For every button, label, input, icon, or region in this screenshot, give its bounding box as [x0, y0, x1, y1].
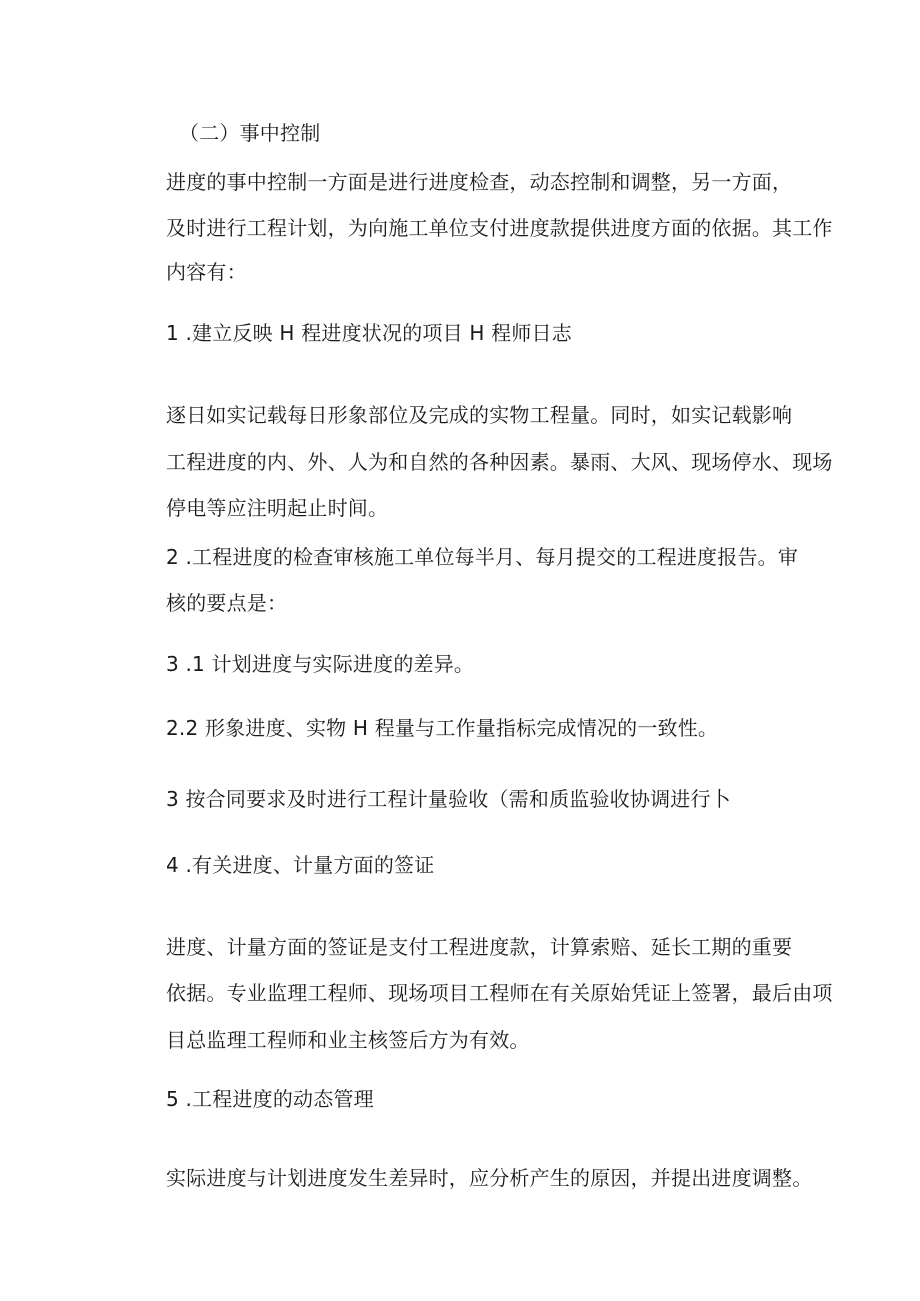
item4-title: 4 .有关进度、计量方面的签证 — [166, 853, 435, 877]
section-heading: （二）事中控制 — [179, 121, 321, 145]
item1-body-line-2: 工程进度的内、外、人为和自然的各种因素。暴雨、大风、现场停水、现场 — [166, 450, 833, 474]
item3: 3 按合同要求及时进行工程计量验收（需和质监验收协调进行卜 — [166, 787, 731, 811]
item1-title: 1 .建立反映 H 程进度状况的项目 H 程师日志 — [166, 321, 572, 345]
intro-line-2: 及时进行工程计划，为向施工单位支付进度款提供进度方面的依据。其工作 — [166, 216, 833, 240]
item2-body-line-2: 核的要点是： — [166, 591, 288, 615]
item5-body: 实际进度与计划进度发生差异时，应分析产生的原因，并提出进度调整。 — [166, 1166, 813, 1190]
item2-body-line-1: 2 .工程进度的检查审核施工单位每半月、每月提交的工程进度报告。审 — [166, 545, 799, 569]
item4-body-line-3: 目总监理工程师和业主核签后方为有效。 — [166, 1028, 530, 1052]
intro-line-1: 进度的事中控制一方面是进行进度检查，动态控制和调整，另一方面， — [166, 170, 793, 194]
item2-2: 2.2 形象进度、实物 H 程量与工作量指标完成情况的一致性。 — [166, 716, 719, 740]
item1-body-line-3: 停电等应注明起止时间。 — [166, 496, 389, 520]
item1-body-line-1: 逐日如实记载每日形象部位及完成的实物工程量。同时，如实记载影响 — [166, 403, 793, 427]
item4-body-line-2: 依据。专业监理工程师、现场项目工程师在有关原始凭证上签署，最后由项 — [166, 981, 833, 1005]
item4-body-line-1: 进度、计量方面的签证是支付工程进度款，计算索赔、延长工期的重要 — [166, 935, 793, 959]
item5-title: 5 .工程进度的动态管理 — [166, 1087, 374, 1111]
intro-line-3: 内容有： — [166, 260, 247, 284]
item3-1: 3 .1 计划进度与实际进度的差异。 — [166, 652, 475, 676]
